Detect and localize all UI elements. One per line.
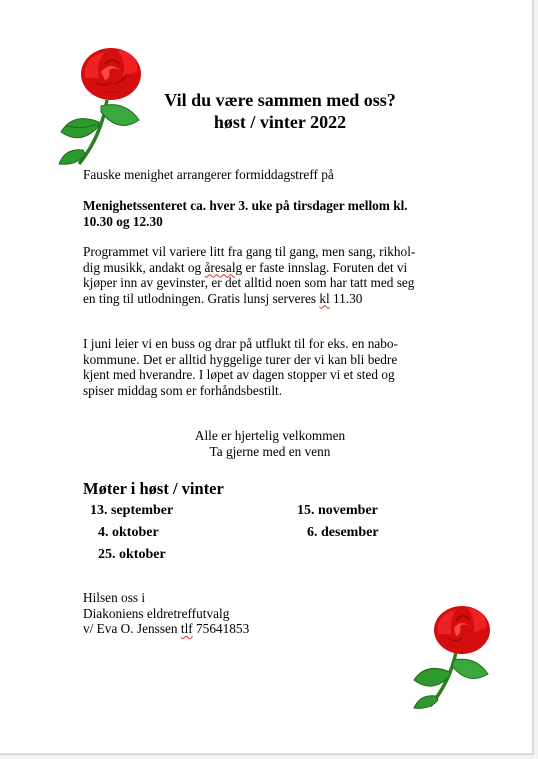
- program-line-4: [83, 291, 362, 307]
- spellcheck-word: tlf: [180, 621, 193, 636]
- signature-line-1: Hilsen oss i: [83, 590, 146, 605]
- program-line-2-start: dig musikk, andakt og: [83, 259, 205, 275]
- red-rose-icon: [410, 600, 505, 710]
- program-line-4-end: 11.30: [329, 290, 363, 306]
- trip-line-2: kommune. Det er alltid hyggelige turer der vi kan bli bedre: [83, 351, 398, 367]
- trip-line-1: I juni leier vi en buss og drar på utflukt til for eks. en nabo-: [83, 336, 398, 351]
- signature-line-2: Diakoniens eldretreffutvalg: [83, 605, 230, 621]
- program-line-1: Programmet vil variere litt fra gang til gang, men sang, rikhol-: [83, 244, 416, 259]
- trip-line-4: spiser middag som er forhåndsbestilt.: [83, 382, 283, 398]
- welcome-line-2: Ta gjerne med en venn: [209, 443, 331, 459]
- signature-name: v/ Eva O. Jenssen: [83, 621, 181, 636]
- program-line-2-end: er faste innslag. Foruten det vi: [242, 259, 408, 275]
- meeting-date: 25. oktober: [98, 547, 166, 562]
- heading-line-2: høst / vinter 2022: [213, 112, 347, 132]
- meeting-date: 13. september: [90, 503, 174, 518]
- meeting-date: 4. oktober: [98, 525, 159, 540]
- intro-text: Fauske menighet arrangerer formiddagstreff på: [83, 167, 334, 182]
- signature-line-3: [83, 621, 249, 637]
- meeting-date: 6. desember: [307, 525, 379, 540]
- welcome-line-1: Alle er hjertelig velkommen: [194, 428, 346, 443]
- signature-phone: 75641853: [192, 621, 250, 636]
- location-line-1: Menighetssenteret ca. hver 3. uke på tirsdager mellom kl.: [83, 198, 408, 213]
- meetings-title: Møter i høst / vinter: [83, 479, 224, 498]
- trip-line-3: kjent med hverandre. I løpet av dagen stopper vi et sted og: [83, 367, 395, 382]
- location-line-2: 10.30 og 12.30: [83, 214, 163, 229]
- program-line-4-start: en ting til utlodningen. Gratis lunsj serveres: [83, 290, 320, 306]
- spellcheck-word: åresalg: [204, 259, 243, 275]
- meeting-date: 15. november: [297, 503, 378, 518]
- program-line-2: [83, 260, 407, 276]
- red-rose-icon: [55, 42, 155, 167]
- program-line-3: kjøper inn av gevinster, er det alltid noen som har tatt med seg: [83, 275, 415, 290]
- heading-line-1: Vil du være sammen med oss?: [164, 90, 396, 110]
- spellcheck-word: kl: [319, 290, 330, 306]
